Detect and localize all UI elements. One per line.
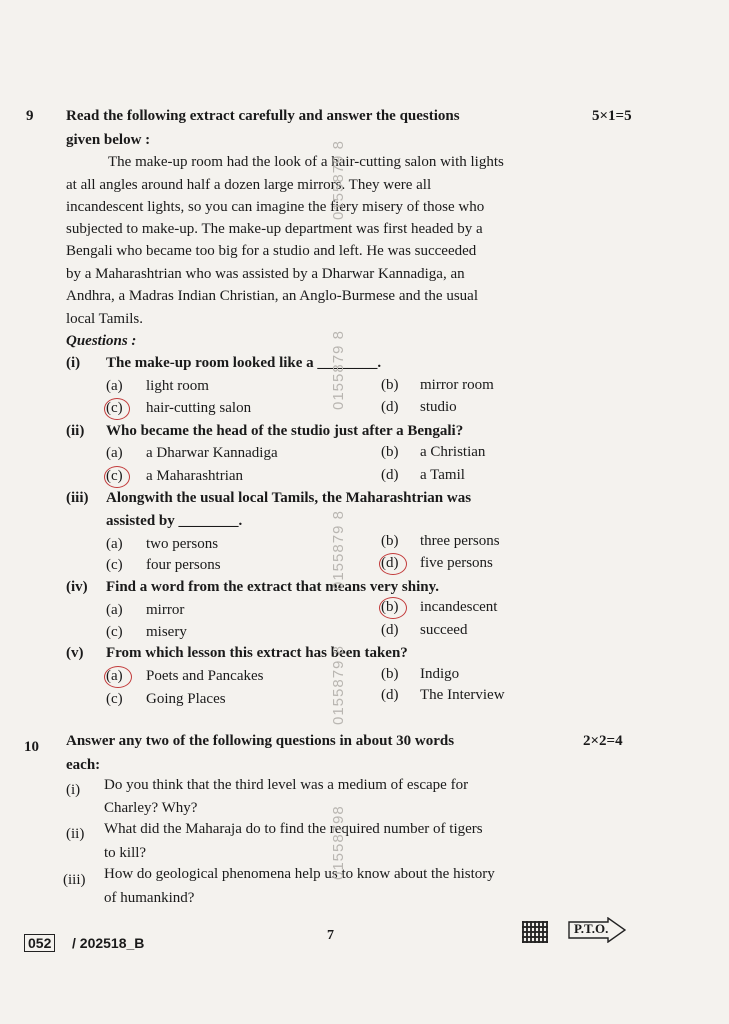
passage-line: The make-up room had the look of a hair-cutting salon with lights bbox=[108, 154, 504, 170]
option-a-label: (a) bbox=[106, 445, 123, 461]
option-b-label: (b) bbox=[381, 444, 399, 460]
questions-label: Questions : bbox=[66, 333, 137, 349]
option-b-text: incandescent bbox=[420, 599, 498, 615]
question-9-marks: 5×1=5 bbox=[592, 108, 632, 124]
option-c-text: four persons bbox=[146, 557, 221, 573]
option-d-text: The Interview bbox=[420, 687, 505, 703]
option-b-label: (b) bbox=[381, 599, 399, 615]
subq-num: (iii) bbox=[63, 872, 86, 888]
passage-line: incandescent lights, so you can imagine the fiery misery of those who bbox=[66, 199, 485, 215]
qr-code-icon bbox=[522, 921, 548, 943]
option-d-label: (d) bbox=[381, 622, 399, 638]
answer-mark-circle bbox=[104, 398, 130, 420]
option-a-text: two persons bbox=[146, 536, 219, 552]
subq-text: Who became the head of the studio just after a Bengali? bbox=[106, 423, 464, 439]
answer-mark-circle bbox=[104, 666, 132, 688]
subq-text: Alongwith the usual local Tamils, the Maharashtrian was bbox=[106, 490, 472, 506]
subq-text: What did the Maharaja do to find the required number of tigers bbox=[104, 821, 483, 837]
option-c-text: Going Places bbox=[146, 691, 226, 707]
subq-text: Find a word from the extract that means very shiny. bbox=[106, 579, 440, 595]
option-c-text: hair-cutting salon bbox=[146, 400, 252, 416]
option-a-label: (a) bbox=[106, 536, 123, 552]
subq-num: (iii) bbox=[66, 490, 89, 506]
option-d-label: (d) bbox=[381, 467, 399, 483]
subq-num: (ii) bbox=[66, 826, 85, 842]
question-10-heading: Answer any two of the following questions in about 30 words bbox=[66, 733, 455, 749]
option-c-text: a Maharashtrian bbox=[146, 468, 244, 484]
subq-text: The make-up room looked like a ________. bbox=[106, 355, 382, 371]
question-9-heading-cont: given below : bbox=[66, 132, 151, 148]
watermark-serial: 0155879 8 bbox=[330, 330, 347, 410]
option-b-text: a Christian bbox=[420, 444, 486, 460]
subq-text-cont: to kill? bbox=[104, 845, 147, 861]
option-b-label: (b) bbox=[381, 533, 399, 549]
option-d-text: five persons bbox=[420, 555, 493, 571]
watermark-serial: 0155879 8 bbox=[330, 140, 347, 220]
option-d-text: succeed bbox=[420, 622, 468, 638]
subq-num: (iv) bbox=[66, 579, 88, 595]
answer-mark-circle bbox=[379, 553, 407, 575]
question-9-number: 9 bbox=[26, 108, 34, 124]
answer-mark-circle bbox=[379, 597, 407, 619]
passage-line: at all angles around half a dozen large mirrors. They were all bbox=[66, 177, 432, 193]
passage-line: Bengali who became too big for a studio and left. He was succeeded bbox=[66, 243, 477, 259]
option-d-label: (d) bbox=[381, 555, 399, 571]
option-b-text: Indigo bbox=[420, 666, 460, 682]
subq-text: Do you think that the third level was a medium of escape for bbox=[104, 777, 469, 793]
option-d-label: (d) bbox=[381, 399, 399, 415]
option-a-label: (a) bbox=[106, 378, 123, 394]
question-10-number: 10 bbox=[24, 739, 39, 755]
subject-code-box: 052 bbox=[24, 934, 55, 952]
option-d-text: a Tamil bbox=[420, 467, 465, 483]
watermark-serial: 0155879 8 bbox=[330, 510, 347, 590]
subq-text-cont: Charley? Why? bbox=[104, 800, 198, 816]
option-a-label: (a) bbox=[106, 668, 123, 684]
option-c-label: (c) bbox=[106, 400, 123, 416]
passage-line: by a Maharashtrian who was assisted by a Dharwar Kannadiga, an bbox=[66, 266, 465, 282]
paper-code: / 202518_B bbox=[72, 935, 145, 951]
subq-text: How do geological phenomena help us to know about the history bbox=[104, 866, 495, 882]
option-a-text: Poets and Pancakes bbox=[146, 668, 264, 684]
option-a-text: a Dharwar Kannadiga bbox=[146, 445, 278, 461]
watermark-serial: 0155879 8 bbox=[330, 645, 347, 725]
subq-text-cont: of humankind? bbox=[104, 890, 195, 906]
subq-text: From which lesson this extract has been taken? bbox=[106, 645, 408, 661]
subq-num: (ii) bbox=[66, 423, 85, 439]
subq-num: (v) bbox=[66, 645, 84, 661]
option-b-label: (b) bbox=[381, 377, 399, 393]
option-b-text: three persons bbox=[420, 533, 500, 549]
option-d-label: (d) bbox=[381, 687, 399, 703]
option-a-text: light room bbox=[146, 378, 209, 394]
pto-label: P.T.O. bbox=[574, 921, 609, 936]
passage-line: subjected to make-up. The make-up department was first headed by a bbox=[66, 221, 483, 237]
question-10-heading-cont: each: bbox=[66, 757, 101, 773]
option-b-label: (b) bbox=[381, 666, 399, 682]
option-c-label: (c) bbox=[106, 691, 123, 707]
question-9-heading: Read the following extract carefully and answer the questions bbox=[66, 108, 460, 124]
subq-num: (i) bbox=[66, 355, 81, 371]
option-d-text: studio bbox=[420, 399, 457, 415]
passage-line: Andhra, a Madras Indian Christian, an Anglo-Burmese and the usual bbox=[66, 288, 478, 304]
option-c-text: misery bbox=[146, 624, 187, 640]
option-c-label: (c) bbox=[106, 468, 123, 484]
option-b-text: mirror room bbox=[420, 377, 494, 393]
page-number: 7 bbox=[327, 928, 334, 943]
option-a-label: (a) bbox=[106, 602, 123, 618]
option-c-label: (c) bbox=[106, 624, 123, 640]
subq-text-cont: assisted by ________. bbox=[106, 513, 243, 529]
question-10-marks: 2×2=4 bbox=[583, 733, 623, 749]
watermark-serial: 01558798 bbox=[330, 805, 347, 880]
passage-line: local Tamils. bbox=[66, 311, 143, 327]
answer-mark-circle bbox=[104, 466, 130, 488]
option-c-label: (c) bbox=[106, 557, 123, 573]
subq-num: (i) bbox=[66, 782, 81, 798]
option-a-text: mirror bbox=[146, 602, 185, 618]
